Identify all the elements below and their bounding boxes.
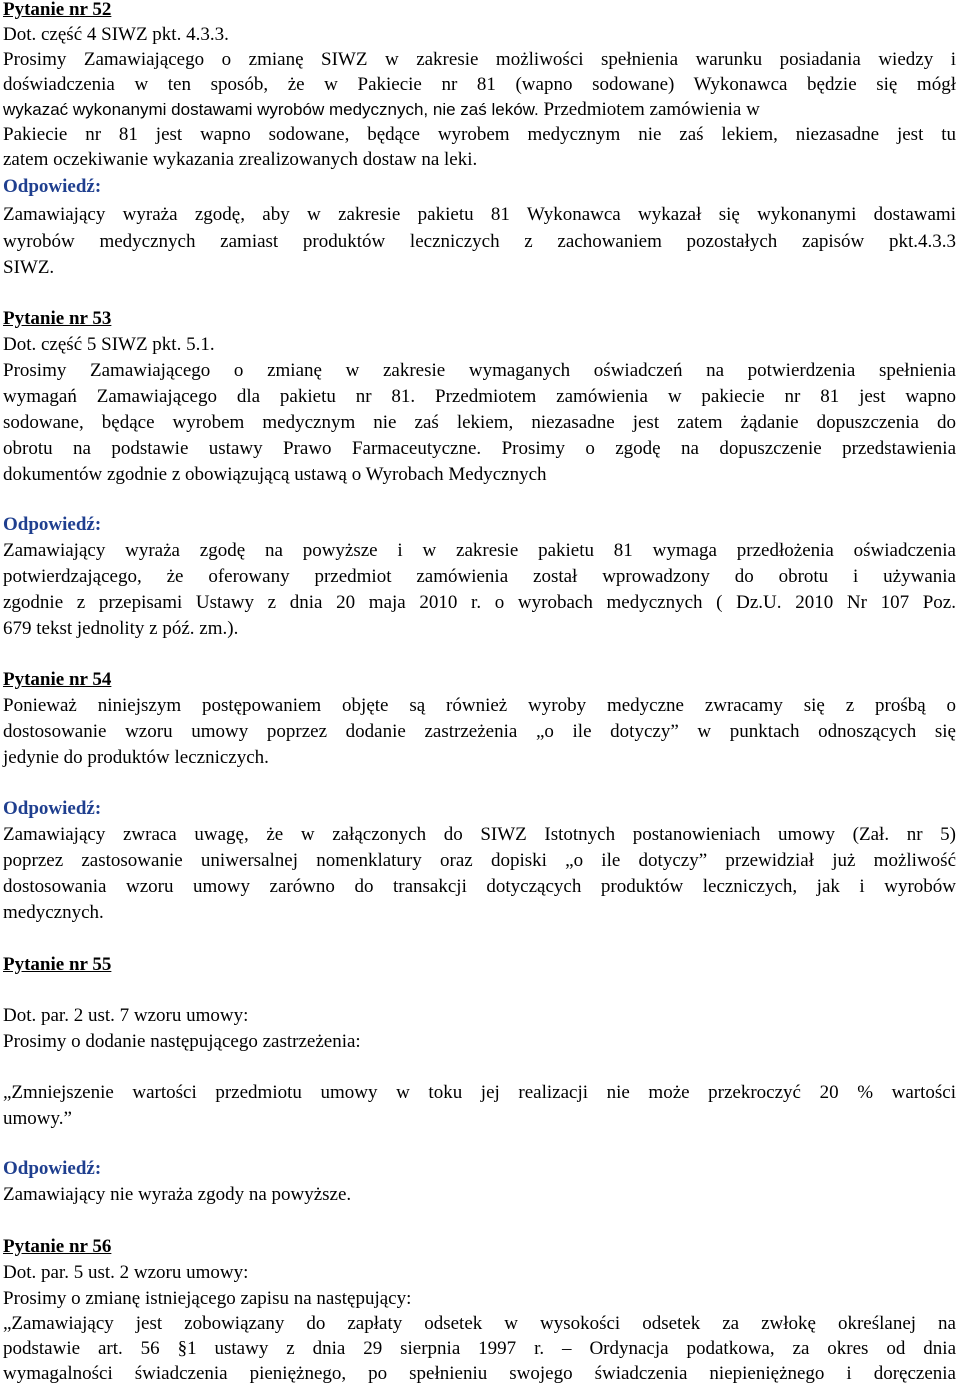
question-52-text: Pakiecie nr 81 jest wapno sodowane, będące wyrobem medycznym nie zaś lekiem, niezasadne jest tu [3,124,956,145]
answer-53-text: potwierdzającego, że oferowany przedmiot zamówienia został wprowadzony do obrotu i używania [3,566,956,587]
question-55-quote: umowy.” [3,1108,72,1129]
question-52-text: Prosimy Zamawiającego o zmianę SIWZ w zakresie możliwości spełnienia warunku posiadania wiedzy i [3,49,956,70]
question-56-reference: Dot. par. 5 ust. 2 wzoru umowy: [3,1262,249,1283]
answer-55-text: Zamawiający nie wyraża zgody na powyższe. [3,1184,352,1205]
question-56-quote: wymagalności świadczenia pieniężnego, po spełnieniu swojego świadczenia niepieniężnego i doręczenia [3,1363,956,1384]
question-55-reference: Dot. par. 2 ust. 7 wzoru umowy: [3,1005,249,1026]
question-54-text: jedynie do produktów leczniczych. [3,747,269,768]
answer-53-text: Zamawiający wyraża zgodę na powyższe i w zakresie pakietu 81 wymaga przedłożenia oświadczenia [3,540,956,561]
question-52-heading: Pytanie nr 52 [3,0,112,20]
question-53-text: dokumentów zgodnie z obowiązującą ustawą o Wyrobach Medycznych [3,464,547,485]
question-56-text: Prosimy o zmianę istniejącego zapisu na następujący: [3,1288,412,1309]
question-56-heading: Pytanie nr 56 [3,1236,112,1257]
answer-54-text: medycznych. [3,902,104,923]
question-52-text-serif: Przedmiotem zamówienia w [543,99,760,120]
answer-53-text: zgodnie z przepisami Ustawy z dnia 20 maja 2010 r. o wyrobach medycznych ( Dz.U. 2010 Nr 107 Poz. [3,592,956,613]
question-53-text-part: Prosimy o zgodę na dopuszczenie przedstawienia [501,438,957,459]
answer-53-text: 679 tekst jednolity z póź. zm.). [3,618,239,639]
question-53-text [3,384,956,410]
answer-52-text: SIWZ. [3,257,55,278]
question-52-reference: Dot. część 4 SIWZ pkt. 4.3.3. [3,24,229,45]
answer-52-label: Odpowiedź: [3,176,102,197]
question-52-text [3,97,956,123]
question-52-text: doświadczenia w ten sposób, że w Pakiecie nr 81 (wapno sodowane) Wykonawca będzie się mógł [3,74,956,95]
question-53-text-part: obrotu na podstawie ustawy Prawo Farmaceutyczne. [3,438,482,459]
answer-52-text: Zamawiający wyraża zgodę, aby w zakresie pakietu 81 Wykonawca wykazał się wykonanymi dostawami [3,204,956,225]
question-54-heading: Pytanie nr 54 [3,669,112,690]
question-53-heading: Pytanie nr 53 [3,308,112,329]
question-55-quote: „Zmniejszenie wartości przedmiotu umowy w toku jej realizacji nie może przekroczyć 20 % wartości [3,1082,956,1103]
question-52-text: zatem oczekiwanie wykazania zrealizowanych dostaw na leki. [3,149,478,170]
question-53-text-part: wymagań Zamawiającego dla pakietu nr 81. [3,386,416,407]
question-53-reference: Dot. część 5 SIWZ pkt. 5.1. [3,334,215,355]
question-53-text: sodowane, będące wyrobem medycznym nie zaś lekiem, niezasadne jest zatem żądanie dopuszczenia do [3,412,956,433]
question-55-heading: Pytanie nr 55 [3,954,112,975]
question-52-text-sans: wykazać wykonanymi dostawami wyrobów medycznych, nie zaś leków. [3,100,539,119]
answer-54-label: Odpowiedź: [3,798,102,819]
answer-52-text: wyrobów medycznych zamiast produktów leczniczych z zachowaniem pozostałych zapisów pkt.4.3.3 [3,231,956,252]
question-55-text: Prosimy o dodanie następującego zastrzeżenia: [3,1031,361,1052]
question-54-text: Ponieważ niniejszym postępowaniem objęte są również wyroby medyczne zwracamy się z prośbą o [3,695,956,716]
answer-54-text: Zamawiający zwraca uwagę, że w załączonych do SIWZ Istotnych postanowieniach umowy (Zał. nr 5) [3,824,956,845]
question-53-text [3,436,956,462]
question-56-quote: „Zamawiający jest zobowiązany do zapłaty odsetek w wysokości odsetek za zwłokę określanej na [3,1313,956,1334]
question-53-text: Prosimy Zamawiającego o zmianę w zakresie wymaganych oświadczeń na potwierdzenia spełnienia [3,360,956,381]
question-56-quote: podstawie art. 56 §1 ustawy z dnia 29 sierpnia 1997 r. – Ordynacja podatkowa, za okres od dnia [3,1338,956,1359]
answer-54-text: poprzez zastosowanie uniwersalnej nomenklatury oraz dopiski „o ile dotyczy” przewidział już możliwość [3,850,956,871]
question-53-text-part: Przedmiotem zamówienia w pakiecie nr 81 jest wapno [435,386,956,407]
answer-54-text: dostosowania wzoru umowy zarówno do transakcji dotyczących produktów leczniczych, jak i wyrobów [3,876,956,897]
question-54-text: dostosowanie wzoru umowy poprzez dodanie zastrzeżenia „o ile dotyczy” w punktach odnoszących się [3,721,956,742]
answer-53-label: Odpowiedź: [3,514,102,535]
answer-55-label: Odpowiedź: [3,1158,102,1179]
